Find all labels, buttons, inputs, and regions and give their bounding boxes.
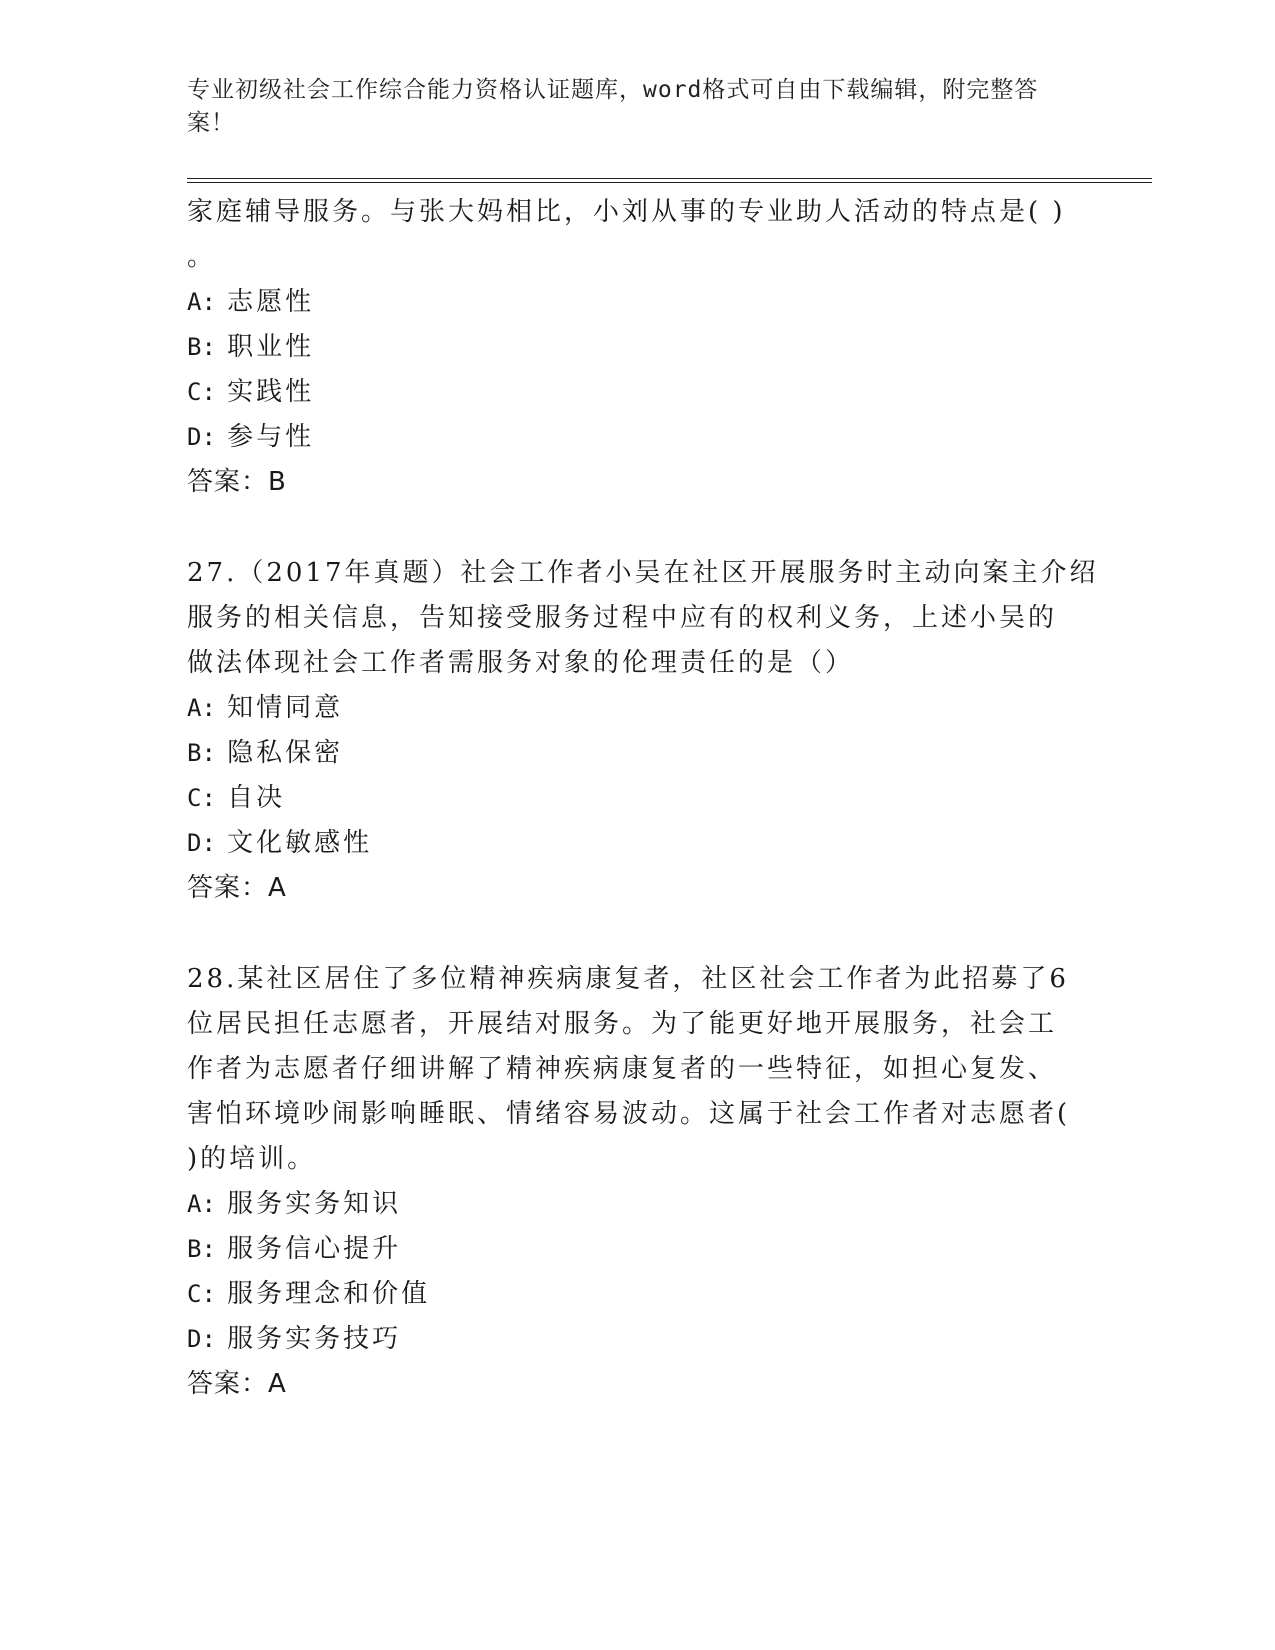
question-line: )的培训。: [187, 1144, 317, 1174]
option-letter: B:: [187, 739, 216, 767]
option-d: [187, 415, 1087, 460]
option-letter: D:: [187, 1325, 216, 1353]
question-line: 害怕环境吵闹影响睡眠、情绪容易波动。这属于社会工作者对志愿者(: [187, 1099, 1071, 1129]
question-line: 位居民担任志愿者，开展结对服务。为了能更好地开展服务，社会工: [187, 1009, 1058, 1039]
question-list: [187, 190, 1099, 1407]
question-26-continued: [187, 190, 1087, 505]
option-letter: A:: [187, 288, 216, 316]
header-double-rule: [187, 178, 1152, 183]
option-text: 职业性: [227, 332, 315, 362]
spacer: [187, 911, 1087, 957]
option-letter: C:: [187, 784, 216, 812]
question-line: 服务的相关信息，告知接受服务过程中应有的权利义务，上述小吴的: [187, 603, 1058, 633]
option-letter: D:: [187, 829, 216, 857]
option-letter: A:: [187, 1190, 216, 1218]
option-text: 参与性: [227, 422, 315, 452]
option-b: [187, 1227, 1087, 1272]
answer-line: 答案：A: [187, 1369, 287, 1399]
option-d: [187, 821, 1087, 866]
option-letter: C:: [187, 378, 216, 406]
question-line: 做法体现社会工作者需服务对象的伦理责任的是（）: [187, 648, 855, 678]
header-line-2: 案！: [187, 110, 235, 136]
option-b: [187, 325, 1087, 370]
option-letter: B:: [187, 333, 216, 361]
option-a: [187, 686, 1087, 731]
option-a: [187, 1182, 1087, 1227]
option-text: 隐私保密: [227, 738, 344, 768]
option-c: [187, 776, 1087, 821]
option-letter: B:: [187, 1235, 216, 1263]
option-letter: D:: [187, 423, 216, 451]
option-c: [187, 370, 1087, 415]
option-text: 服务信心提升: [227, 1234, 402, 1264]
page-header: [187, 74, 1067, 140]
question-line: 。: [187, 242, 217, 272]
question-line: 作者为志愿者仔细讲解了精神疾病康复者的一些特征，如担心复发、: [187, 1054, 1058, 1084]
option-text: 服务实务技巧: [227, 1324, 402, 1354]
option-text: 志愿性: [227, 287, 315, 317]
option-text: 服务理念和价值: [227, 1279, 431, 1309]
option-d: [187, 1317, 1087, 1362]
option-b: [187, 731, 1087, 776]
option-text: 知情同意: [227, 693, 344, 723]
option-text: 自决: [227, 783, 286, 813]
option-text: 实践性: [227, 377, 315, 407]
header-line-1: 专业初级社会工作综合能力资格认证题库，word格式可自由下载编辑，附完整答: [187, 77, 1039, 103]
option-letter: A:: [187, 694, 216, 722]
option-a: [187, 280, 1087, 325]
question-line: 27.（2017年真题）社会工作者小吴在社区开展服务时主动向案主介绍: [187, 558, 1099, 588]
spacer: [187, 505, 1087, 551]
option-text: 文化敏感性: [227, 828, 373, 858]
answer-line: 答案：B: [187, 467, 287, 497]
option-letter: C:: [187, 1280, 216, 1308]
question-28: [187, 957, 1087, 1407]
question-line: 家庭辅导服务。与张大妈相比，小刘从事的专业助人活动的特点是( ): [187, 197, 1066, 227]
question-line: 28.某社区居住了多位精神疾病康复者，社区社会工作者为此招募了6: [187, 964, 1069, 994]
option-text: 服务实务知识: [227, 1189, 402, 1219]
question-27: [187, 551, 1099, 911]
answer-line: 答案：A: [187, 873, 287, 903]
option-c: [187, 1272, 1087, 1317]
